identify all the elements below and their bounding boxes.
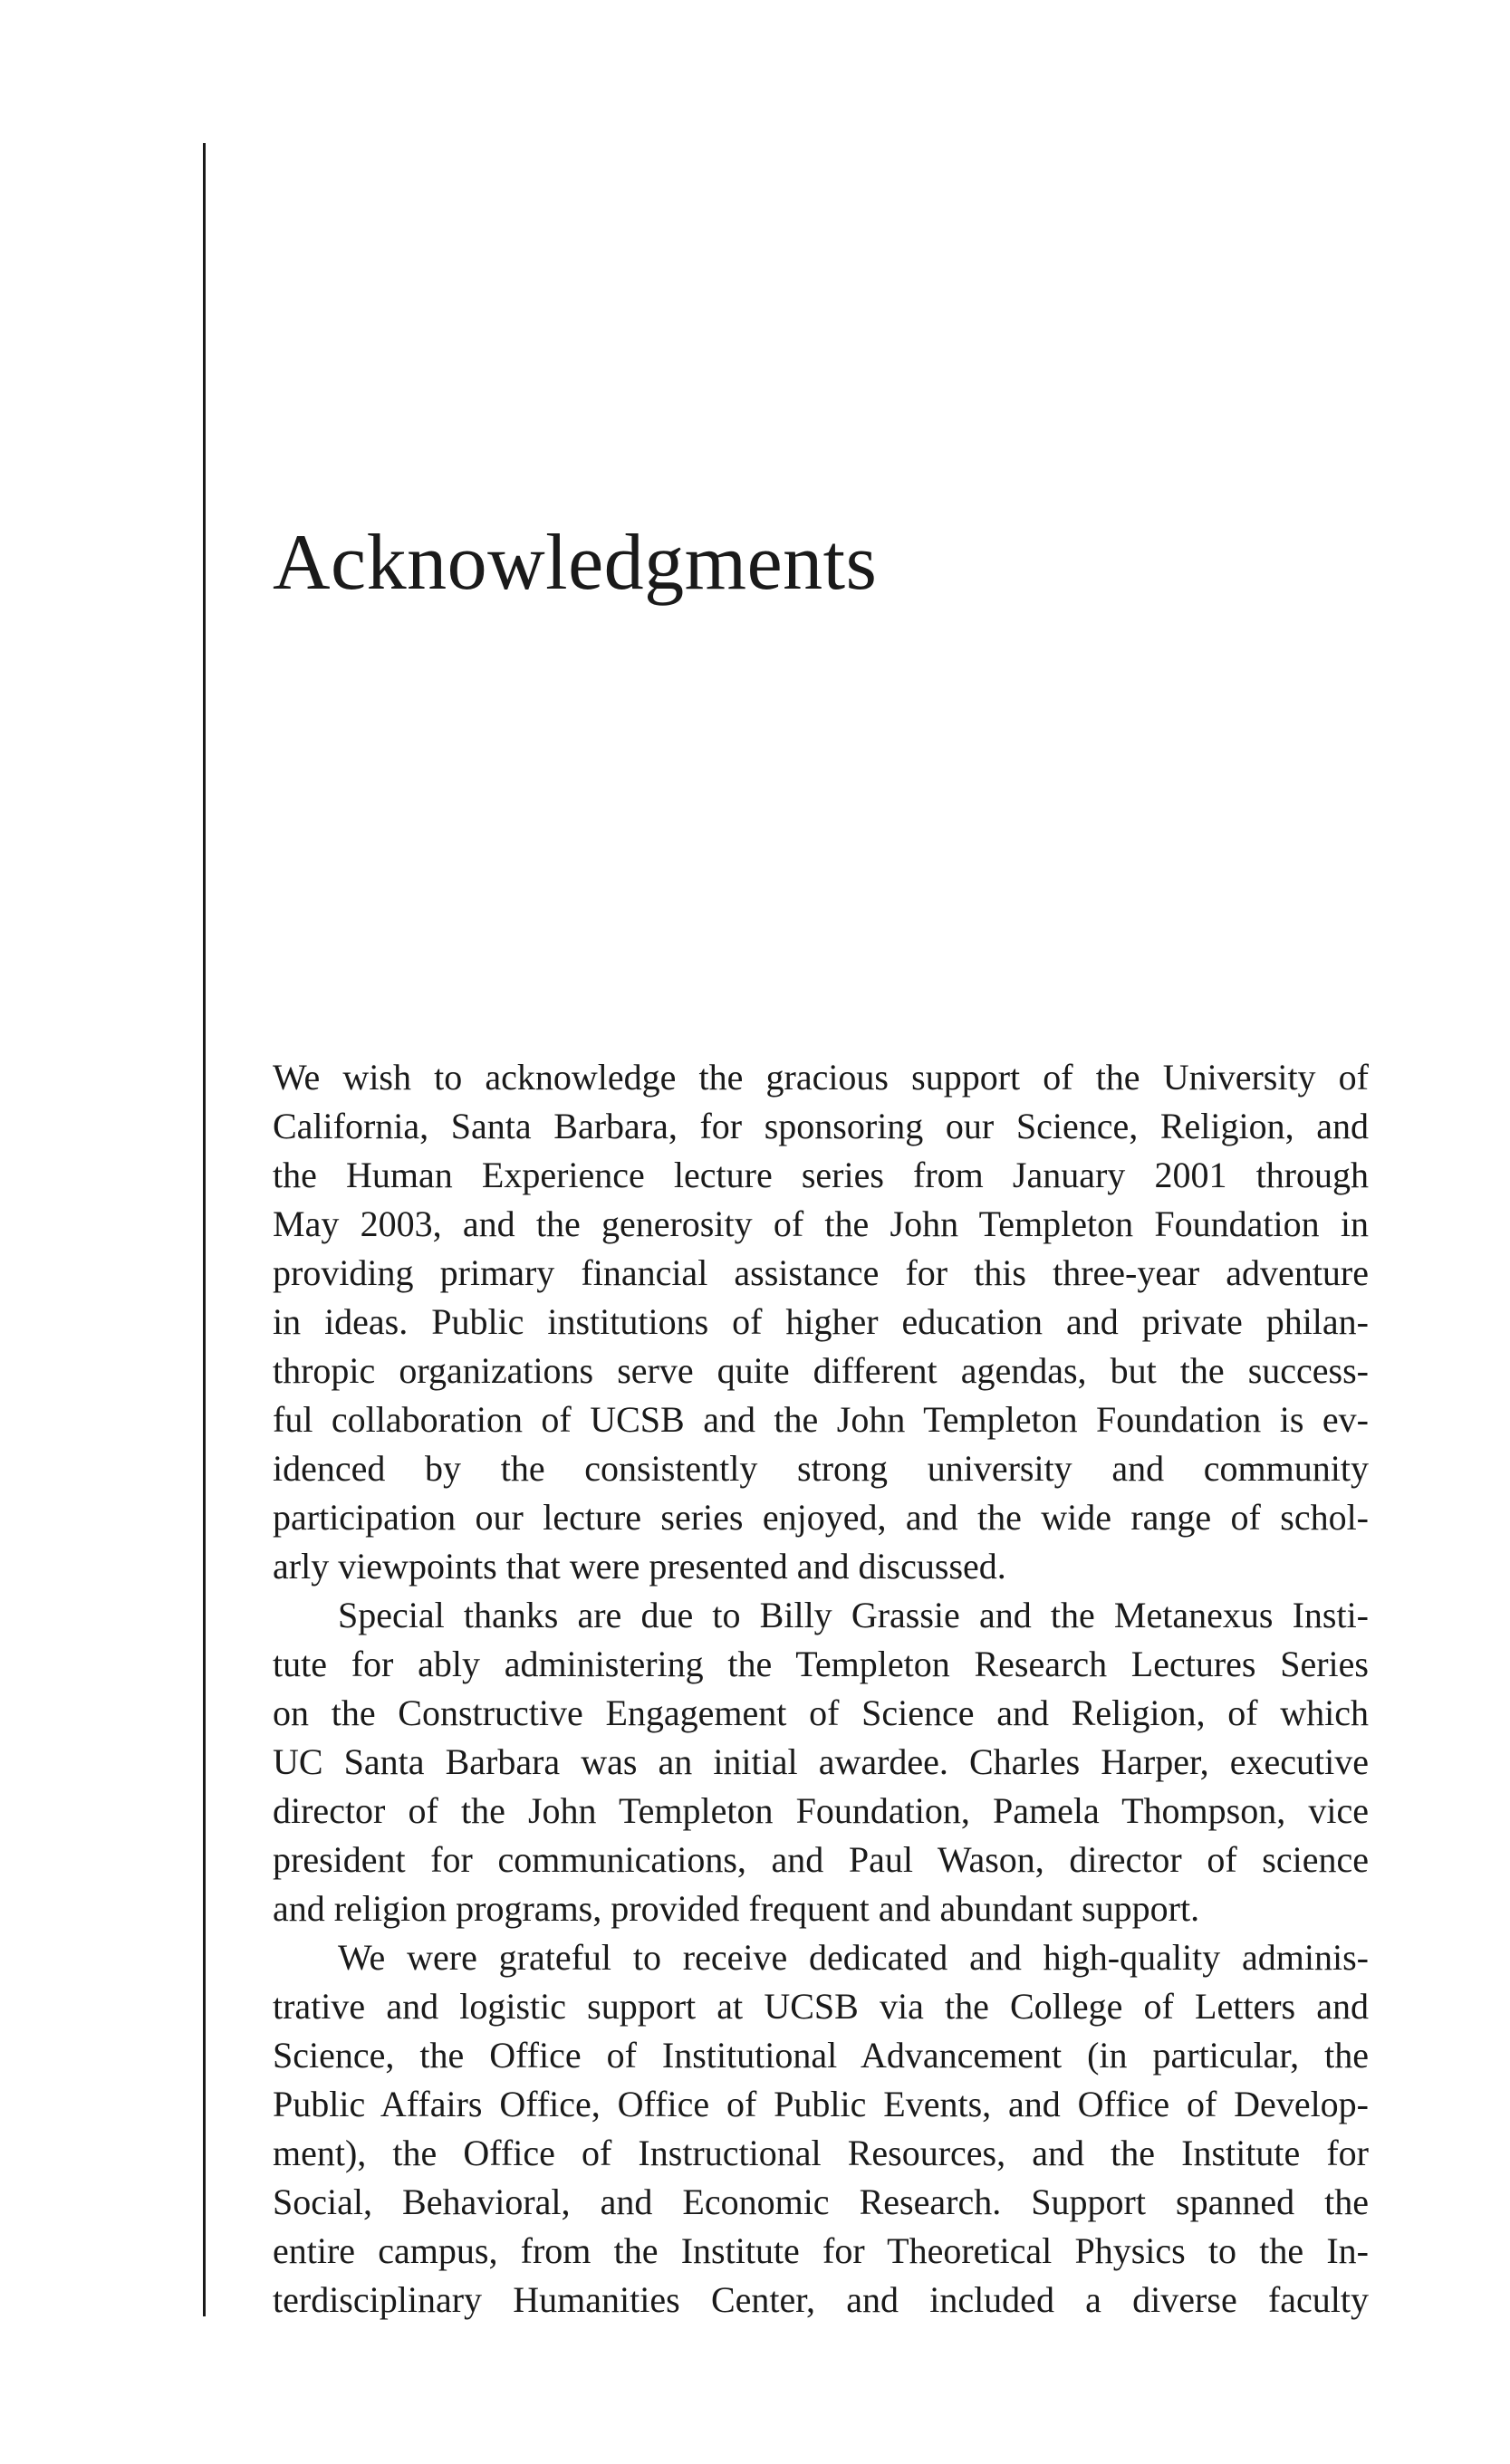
paragraph (273, 1933, 1369, 2325)
text-line: Science, the Office of Institutional Advancement (in particular, the (273, 2035, 1369, 2076)
text-line: thropic organizations serve quite different agendas, but the success- (273, 1350, 1369, 1391)
text-line: in ideas. Public institutions of higher education and private philan- (273, 1301, 1369, 1342)
text-line: ment), the Office of Instructional Resources, and the Institute for (273, 2133, 1369, 2173)
text-line: We wish to acknowledge the gracious support of the University of (273, 1057, 1369, 1098)
paragraph (273, 1591, 1369, 1933)
text-line: ful collaboration of UCSB and the John Templeton Foundation is ev- (273, 1399, 1369, 1440)
text-line: the Human Experience lecture series from January 2001 through (273, 1155, 1369, 1195)
text-line: president for communications, and Paul Wason, director of science (273, 1839, 1369, 1880)
text-line: arly viewpoints that were presented and discussed. (273, 1546, 1006, 1587)
text-line: tute for ably administering the Templeton Research Lectures Series (273, 1644, 1369, 1684)
text-line: terdisciplinary Humanities Center, and included a diverse faculty (273, 2279, 1369, 2320)
margin-rule (203, 143, 206, 2316)
body-text (273, 1053, 1369, 2325)
text-line: May 2003, and the generosity of the John Templeton Foundation in (273, 1203, 1369, 1244)
page-title: Acknowledgments (273, 519, 878, 607)
text-line: entire campus, from the Institute for Theoretical Physics to the In- (273, 2230, 1369, 2271)
text-line: Public Affairs Office, Office of Public Events, and Office of Develop- (273, 2084, 1369, 2124)
text-line: providing primary financial assistance for this three-year adventure (273, 1252, 1369, 1293)
text-line: California, Santa Barbara, for sponsoring our Science, Religion, and (273, 1106, 1369, 1146)
text-line: Social, Behavioral, and Economic Research. Support spanned the (273, 2181, 1369, 2222)
paragraph (273, 1053, 1369, 1591)
text-line: We were grateful to receive dedicated and high-quality adminis- (338, 1937, 1369, 1978)
text-line: idenced by the consistently strong university and community (273, 1448, 1369, 1489)
text-line: on the Constructive Engagement of Science and Religion, of which (273, 1692, 1369, 1733)
text-line: UC Santa Barbara was an initial awardee. Charles Harper, executive (273, 1741, 1369, 1782)
text-line: trative and logistic support at UCSB via the College of Letters and (273, 1986, 1369, 2027)
text-line: and religion programs, provided frequent and abundant support. (273, 1888, 1200, 1929)
text-line: participation our lecture series enjoyed, and the wide range of schol- (273, 1497, 1369, 1538)
text-line: director of the John Templeton Foundation, Pamela Thompson, vice (273, 1790, 1369, 1831)
text-line: Special thanks are due to Billy Grassie and the Metanexus Insti- (338, 1595, 1369, 1635)
